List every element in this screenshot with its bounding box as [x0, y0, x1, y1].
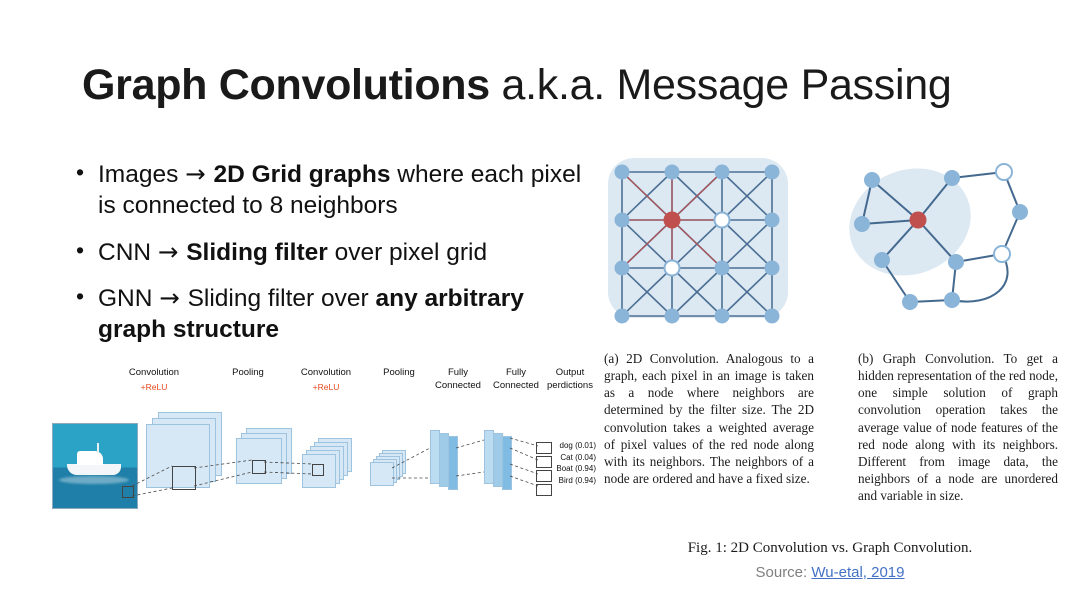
figure-caption: Fig. 1: 2D Convolution vs. Graph Convolution.: [687, 540, 973, 556]
cnn-stage-relu-2: +ReLU: [312, 382, 340, 392]
receptive-field-box: [312, 464, 324, 476]
graph-node-open: [715, 213, 730, 228]
boat-hull: [67, 464, 121, 475]
prediction-bar: [536, 484, 552, 496]
page-title: [82, 62, 951, 109]
cnn-pipeline-figure: [46, 368, 596, 550]
graph-node: [615, 309, 630, 324]
graph-node-highlighted: [664, 212, 681, 229]
list-item: [76, 158, 596, 222]
prediction-score: (0.04): [575, 452, 596, 462]
prediction-row: [518, 440, 596, 452]
graph-node: [715, 309, 730, 324]
output-prediction-list: [518, 440, 596, 486]
prediction-bar: [536, 442, 552, 454]
cnn-stage-label-convolution-2: Convolution: [300, 367, 352, 378]
cnn-stage-label-pooling-2: Pooling: [383, 367, 415, 378]
cnn-stage-label-output-b: perdictions: [547, 380, 593, 391]
graph-node: [615, 165, 630, 180]
receptive-field-box: [252, 460, 266, 474]
right-arrow-icon: →: [159, 283, 188, 313]
right-arrow-icon: →: [157, 236, 187, 266]
page-title-bold: Graph Convolutions: [82, 61, 490, 109]
graph-node: [864, 172, 880, 188]
graph-node: [944, 292, 960, 308]
graph-diagram: [600, 150, 1060, 350]
prediction-bar: [536, 456, 552, 468]
prediction-row: [518, 463, 596, 475]
graph-node: [902, 294, 918, 310]
bullet-text: [98, 236, 596, 268]
graph-node: [615, 261, 630, 276]
bullet-run: where each pixel is connected to 8 neighbors: [98, 161, 582, 220]
feature-map: [370, 462, 394, 486]
fc-layer-column: [448, 436, 458, 490]
graph-node: [948, 254, 964, 270]
graph-node: [854, 216, 870, 232]
list-item: [76, 282, 596, 346]
bullet-run: over pixel grid: [327, 238, 488, 266]
prediction-label: dog: [559, 441, 573, 450]
cnn-stage-relu-1: +ReLU: [140, 382, 168, 392]
source-prefix: Source:: [755, 564, 812, 581]
cnn-stage-label-output-a: Output: [555, 367, 585, 378]
bullet-run-strong: any arbitrary graph structure: [98, 285, 524, 344]
right-arrow-icon: →: [185, 159, 214, 188]
bullet-marker: •: [76, 236, 85, 263]
bullet-marker: •: [76, 283, 85, 310]
figure-caption-panel-b: (b) Graph Convolution. To get a hidden representation of the red node, one simple solution of graph convolution operation takes the average value of node features of the red node along with its neighbors. Different from image data, the neighbors of a node are unordered and variable in size.: [858, 351, 1058, 504]
bullet-run: Sliding filter over: [187, 285, 376, 313]
bullet-list: [76, 158, 596, 360]
graph-node: [665, 309, 680, 324]
prediction-score: (0.01): [575, 441, 596, 450]
graph-node: [615, 213, 630, 228]
boat-cabin: [77, 451, 103, 465]
graph-node: [665, 165, 680, 180]
graph-node-highlighted: [910, 212, 927, 229]
bullet-run: Images: [98, 161, 186, 188]
graph-node-open: [665, 261, 680, 276]
graph-node: [765, 261, 780, 276]
cnn-stage-label-fc-2a: Fully: [505, 367, 527, 378]
boat-wake: [59, 476, 129, 484]
cnn-stage-label-fc-1a: Fully: [447, 367, 469, 378]
graph-node: [944, 170, 960, 186]
graph-node: [874, 252, 890, 268]
graph-node: [1012, 204, 1028, 220]
prediction-row: [518, 452, 596, 464]
page-title-light: a.k.a. Message Passing: [489, 61, 952, 109]
prediction-bar: [536, 470, 552, 482]
bullet-run: CNN: [98, 238, 158, 266]
bullet-marker: •: [76, 159, 85, 185]
source-link[interactable]: Wu-etal, 2019: [811, 564, 905, 581]
prediction-label: Boat: [556, 464, 573, 474]
figure-caption-panel-a: (a) 2D Convolution. Analogous to a graph, each pixel in an image is taken as a node where neighbors are determined by the filter size. The 2D convolution takes a weighted average of pixel values of the red node along with its neighbors. The neighbors of a node are ordered and have a fixed size.: [604, 351, 814, 487]
list-item: [76, 236, 596, 268]
receptive-field-box: [172, 466, 196, 490]
cnn-stage-label-convolution-1: Convolution: [128, 367, 180, 378]
prediction-score: (0.94): [575, 475, 596, 485]
bullet-text: [98, 282, 596, 346]
bullet-text: [98, 158, 596, 222]
source-attribution: [600, 564, 1060, 581]
receptive-field-box: [122, 486, 134, 498]
cnn-stage-label-fc-1b: Connected: [435, 380, 481, 391]
prediction-label: Cat: [560, 452, 573, 462]
prediction-label: Bird: [558, 475, 573, 485]
graph-node-open: [996, 164, 1012, 180]
boat-mast: [97, 443, 99, 453]
prediction-row: [518, 475, 596, 487]
graph-node: [715, 261, 730, 276]
graph-node: [765, 165, 780, 180]
graph-node: [765, 213, 780, 228]
graph-convolution-figure: [600, 150, 1060, 590]
cnn-stage-label-pooling-1: Pooling: [232, 367, 264, 378]
graph-node: [765, 309, 780, 324]
bullet-run-strong: Sliding filter: [186, 238, 328, 266]
cnn-stage-label-fc-2b: Connected: [493, 380, 539, 391]
graph-node: [715, 165, 730, 180]
bullet-run: GNN: [98, 285, 160, 313]
prediction-score: (0.94): [575, 464, 596, 474]
fc-layer-column: [502, 436, 512, 490]
bullet-run-strong: 2D Grid graphs: [213, 161, 391, 188]
graph-node-open: [994, 246, 1010, 262]
